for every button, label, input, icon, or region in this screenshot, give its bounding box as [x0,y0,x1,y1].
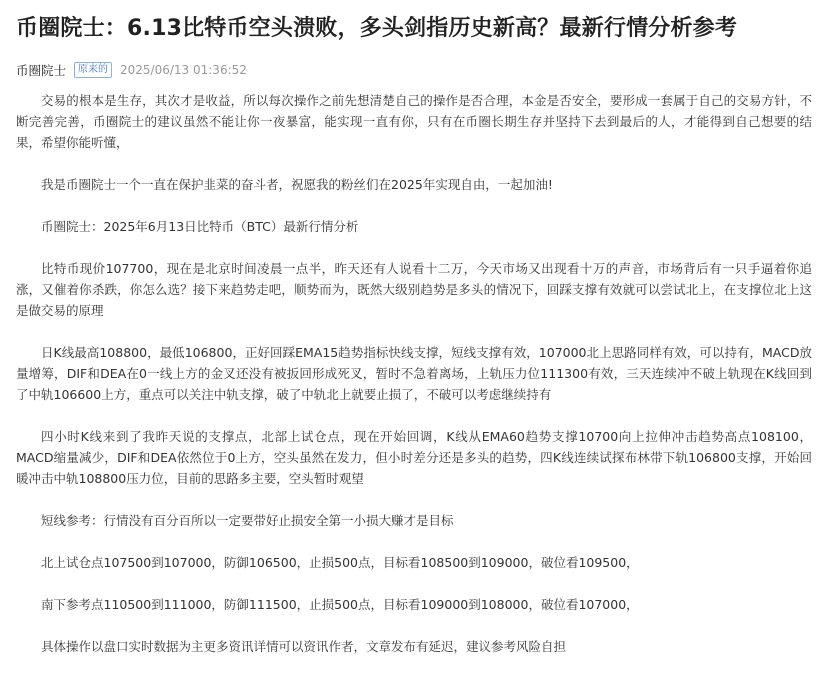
paragraph: 比特币现价107700，现在是北京时间凌晨一点半，昨天还有人说看十二万，今天市场又出现看十万的声音，市场背后有一只手逼着你追涨，又催着你杀跌，你怎么选？接下来趋势走吧，顺势而为，既然大级别趋势是多头的情况下，回踩支撑有效就可以尝试北上，在支撑位北上这是做交易的原理 [16,261,812,318]
paragraph: 我是币圈院士一个一直在保护韭菜的奋斗者，祝愿我的粉丝们在2025年实现自由，一起加油! [41,177,553,192]
paragraph: 北上试仓点107500到107000，防御106500，止损500点，目标看108500到109000，破位看109500， [41,555,639,570]
paragraph: 短线参考：行情没有百分百所以一定要带好止损安全第一小损大赚才是目标 [41,513,454,528]
author-name[interactable]: 币圈院士 [16,63,67,78]
paragraph: 交易的根本是生存，其次才是收益，所以每次操作之前先想清楚自己的操作是否合理，本金是否安全，要形成一套属于自己的交易方针，不断完善完善，币圈院士的建议虽然不能让你一夜暴富，能实现一直有你，只有在币圈长期生存并坚持下去到最后的人，才能得到自己想要的结果，希望你能听懂， [16,93,812,150]
paragraph: 具体操作以盘口实时数据为主更多资讯详情可以资讯作者，文章发布有延迟，建议参考风险自担 [41,639,567,654]
paragraph: 南下参考点110500到111000，防御111500，止损500点，目标看109000到108000，破位看107000， [41,597,639,612]
publish-date: 2025/06/13 01:36:52 [120,63,247,77]
paragraph: 四小时K线来到了我昨天说的支撑点，北部上试仓点，现在开始回调，K线从EMA60趋势支撑10700向上拉伸冲击趋势高点108100，MACD缩量减少，DIF和DEA依然位于0上方，空头虽然在发力，但小时差分还是多头的趋势，四K线连续试探布林带下轨106800支撑，开始回暖冲击中轨108800压力位，目前的思路多主要，空头暂时观望 [16,429,812,486]
paragraph: 日K线最高108800，最低106800，正好回踩EMA15趋势指标快线支撑，短线支撑有效，107000北上思路同样有效，可以持有，MACD放量增筹，DIF和DEA在0一线上方的金叉还没有被扳回形成死叉，暂时不急着离场，上轨压力位111300有效，三天连续冲不破上轨现在K线回到了中轨106600上方，重点可以关注中轨支撑，破了中轨北上就要止损了，不破可以考虑继续持有 [16,345,812,402]
paragraph: 币圈院士：2025年6月13日比特币（BTC）最新行情分析 [41,219,359,234]
original-badge: 原来的 [74,62,112,78]
article-meta [14,60,814,80]
article-title: 币圈院士：6.13比特币空头溃败，多头剑指历史新高？最新行情分析参考 [16,16,738,41]
article-body [14,90,814,657]
